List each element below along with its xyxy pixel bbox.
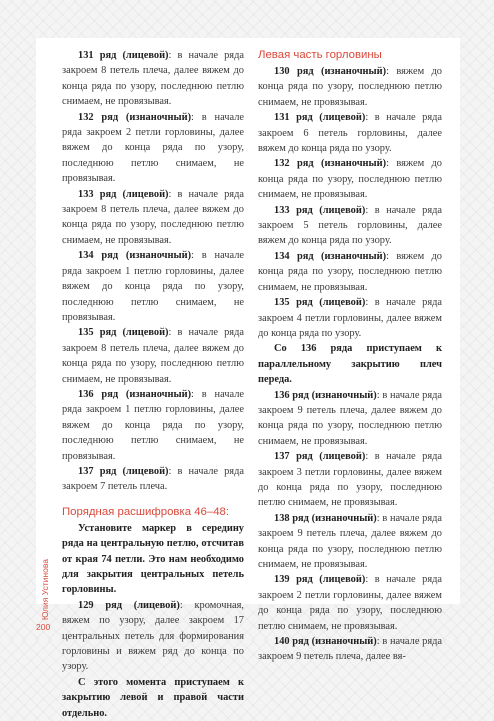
paragraph-row-133 bbox=[62, 187, 244, 249]
row-label: 137 ряд (лицевой) bbox=[274, 451, 366, 463]
paragraph-row-131 bbox=[62, 48, 244, 110]
row-text: : в начале ряда закроем 9 петель плеча, далее вяжем до конца ряда по узору, последнюю петлю снимаем, не провязывая. bbox=[258, 389, 442, 447]
paragraph-row-139 bbox=[258, 572, 442, 634]
row-text: : в начале ряда закроем 9 петель плеча, далее вяжем до конца ряда по узору, последнюю петлю снимаем, не провязывая. bbox=[258, 512, 442, 570]
author-name: Юлия Устинова bbox=[40, 558, 50, 620]
section-heading: Порядная расшифровка 46–48: bbox=[62, 505, 230, 518]
row-text: : кромочная, вяжем по узору, далее закроем 17 центральных петель для формирования горловины и вяжем ряд до конца по узору. bbox=[62, 599, 244, 673]
paragraph-row-130 bbox=[258, 64, 442, 110]
paragraph-row-138 bbox=[258, 511, 442, 573]
row-text: : в начале ряда закроем 6 петель горловины, далее вяжем до конца ряда по узору. bbox=[258, 112, 442, 155]
row-label: 135 ряд (лицевой) bbox=[274, 297, 366, 309]
row-text: : в начале ряда закроем 2 петли горловины, далее вяжем до конца ряда по узору, последнюю петлю снимаем, не провязывая. bbox=[258, 574, 442, 632]
row-label: 129 ряд (лицевой) bbox=[78, 599, 180, 611]
paragraph-row-132 bbox=[62, 110, 244, 187]
row-text: : в начале ряда закроем 1 петлю горловины, далее вяжем до конца ряда по узору, последнюю петлю снимаем, не провязывая. bbox=[62, 250, 244, 323]
row-text: : в начале ряда закроем 4 петли горловины, далее вяжем до конца ряда по узору. bbox=[258, 297, 442, 339]
row-label: 133 ряд (лицевой) bbox=[274, 204, 366, 216]
row-label: 140 ряд (изнаночный) bbox=[274, 636, 377, 648]
row-label: 132 ряд (изнаночный) bbox=[274, 158, 387, 170]
row-label: 133 ряд (лицевой) bbox=[78, 188, 169, 200]
row-text: : в начале ряда закроем 2 петли горловины, далее вяжем до конца ряда по узору, последнюю петлю снимаем, не провязывая. bbox=[62, 111, 244, 185]
author-sidebar bbox=[38, 480, 52, 620]
row-text: : в начале ряда закроем 9 петель плеча, далее вя- bbox=[258, 636, 442, 663]
paragraph-row-136 bbox=[258, 388, 442, 450]
row-text: : в начале ряда закроем 3 петли горловины, далее вяжем до конца ряда по узору, последнюю петлю снимаем, не провязывая. bbox=[258, 451, 442, 509]
row-text: : вяжем до конца ряда по узору, последнюю петлю снимаем, не провязывая. bbox=[258, 158, 442, 201]
row-label: 137 ряд (лицевой) bbox=[78, 465, 169, 477]
row-text: : в начале ряда закроем 8 петель плеча, далее вяжем до конца ряда по узору, последнюю петлю снимаем, не провязывая. bbox=[62, 50, 244, 108]
paragraph-row-137 bbox=[62, 464, 244, 495]
row-text: : в начале ряда закроем 7 петель плеча. bbox=[62, 465, 244, 493]
row-label: 135 ряд (лицевой) bbox=[78, 327, 169, 339]
row-text: : вяжем до конца ряда по узору, последнюю петлю снимаем, не провязывая. bbox=[258, 66, 442, 108]
closing-instruction: С этого момента приступаем к закрытию левой и правой части отдельно. bbox=[62, 676, 244, 719]
paragraph-row-135 bbox=[62, 325, 244, 387]
row-label: 131 ряд (лицевой) bbox=[274, 112, 366, 124]
page bbox=[36, 38, 460, 719]
row-label: 134 ряд (изнаночный) bbox=[78, 250, 192, 262]
left-column bbox=[62, 48, 244, 721]
paragraph-row-131 bbox=[258, 110, 442, 156]
row-label: 138 ряд (изнаночный) bbox=[274, 512, 377, 524]
paragraph-row-140 bbox=[258, 634, 442, 665]
right-column bbox=[258, 48, 442, 665]
marker-instruction: Установите маркер в середину ряда на центральную петлю, отсчитав от края 74 петли. Это нам необходимо для закрытия центральных петель горловины. bbox=[62, 522, 244, 596]
paragraph-row-133 bbox=[258, 203, 442, 249]
row-label: 130 ряд (изнаночный) bbox=[274, 66, 387, 77]
row-label: 136 ряд (изнаночный) bbox=[78, 388, 192, 400]
row-text: : в начале ряда закроем 1 петлю горловины, далее вяжем до конца ряда по узору, последнюю петлю снимаем, не провязывая. bbox=[62, 388, 244, 462]
page-number: 200 bbox=[36, 622, 51, 632]
row-label: 132 ряд (изнаночный) bbox=[78, 111, 192, 123]
row-label: 136 ряд (изнаночный) bbox=[274, 389, 377, 401]
row-text: : вяжем до конца ряда по узору, последнюю петлю снимаем, не провязывая. bbox=[258, 250, 442, 293]
paragraph-row-136 bbox=[62, 387, 244, 464]
paragraph-row-137 bbox=[258, 449, 442, 511]
paragraph-row-129 bbox=[62, 598, 244, 675]
row-label: 139 ряд (лицевой) bbox=[274, 574, 366, 586]
row-text: : в начале ряда закроем 8 петель плеча, далее вяжем до конца ряда по узору, последнюю петлю снимаем, не провязывая. bbox=[62, 188, 244, 246]
paragraph-row-135 bbox=[258, 295, 442, 341]
row-text: : в начале ряда закроем 8 петель плеча, далее вяжем до конца ряда по узору, последнюю петлю снимаем, не провязывая. bbox=[62, 327, 244, 385]
section-heading-left-neckline: Левая часть горловины bbox=[258, 49, 382, 61]
paragraph-row-134 bbox=[258, 249, 442, 295]
row-text: : в начале ряда закроем 5 петель горловины, далее вяжем до конца ряда по узору. bbox=[258, 204, 442, 247]
paragraph-row-134 bbox=[62, 248, 244, 325]
shoulder-instruction: Со 136 ряда приступаем к параллельному закрытию плеч переда. bbox=[258, 343, 442, 386]
paragraph-row-132 bbox=[258, 156, 442, 202]
row-label: 131 ряд (лицевой) bbox=[78, 50, 169, 61]
row-label: 134 ряд (изнаночный) bbox=[274, 250, 387, 262]
